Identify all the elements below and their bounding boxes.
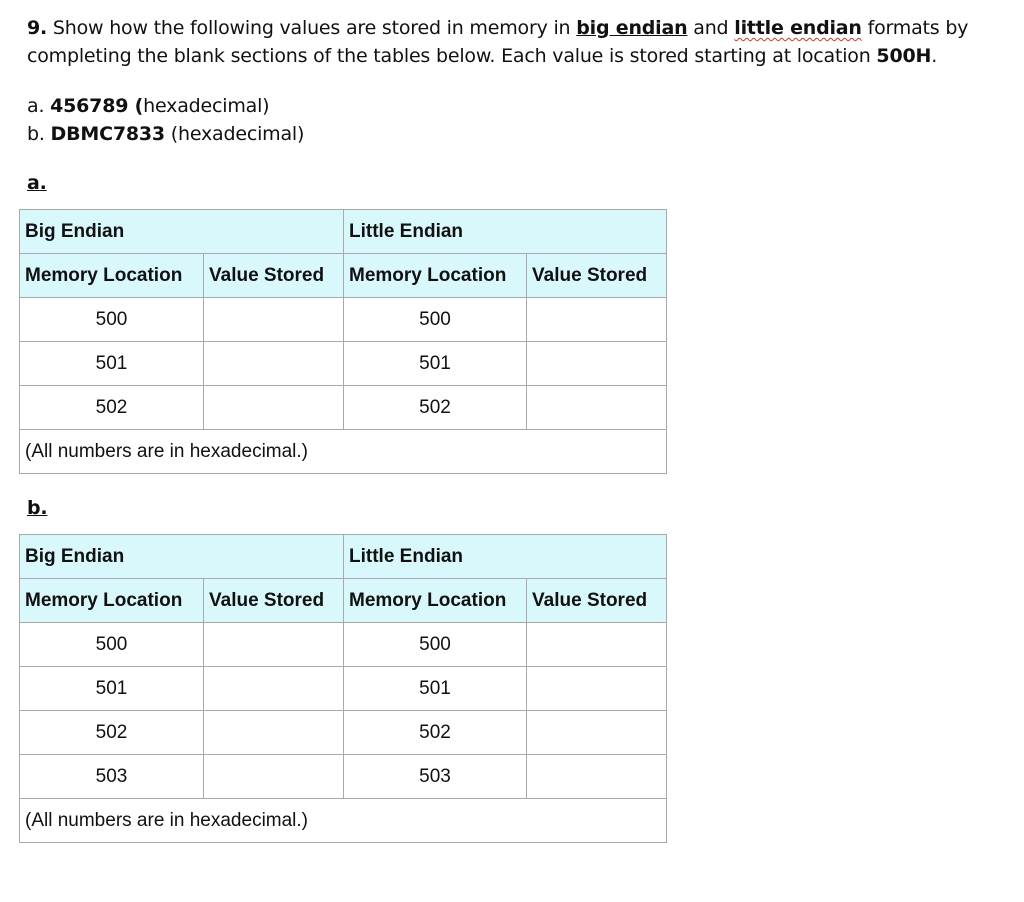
table-row (20, 711, 667, 755)
table-a-little-memory-location-header: Memory Location (344, 254, 527, 298)
table-b-note-row (20, 799, 667, 843)
big-value-blank[interactable] (204, 667, 344, 711)
table-a-big-memory-location-header: Memory Location (20, 254, 204, 298)
big-memory-location: 502 (20, 711, 204, 755)
table-a (19, 209, 667, 474)
table-row (20, 623, 667, 667)
table-a-note-row (20, 430, 667, 474)
question-number: 9. (27, 17, 48, 39)
big-value-blank[interactable] (204, 623, 344, 667)
table-b-label: b. (27, 497, 48, 519)
little-value-blank[interactable] (527, 298, 667, 342)
question-text (27, 14, 1007, 70)
big-memory-location: 500 (20, 623, 204, 667)
table-b-little-memory-location-header: Memory Location (344, 579, 527, 623)
big-value-blank[interactable] (204, 711, 344, 755)
table-b-big-value-stored-header: Value Stored (204, 579, 344, 623)
table-b-little-value-stored-header: Value Stored (527, 579, 667, 623)
start-location: 500H (876, 45, 932, 67)
question-text-1: Show how the following values are stored in memory in (47, 17, 577, 39)
little-value-blank[interactable] (527, 386, 667, 430)
table-b-column-header-row (20, 579, 667, 623)
table-a-column-header-row (20, 254, 667, 298)
item-b (27, 121, 304, 147)
little-memory-location: 503 (344, 755, 527, 799)
table-a-endian-header-row (20, 210, 667, 254)
item-a-prefix: a. (27, 95, 51, 117)
table-b-big-endian-header: Big Endian (20, 535, 344, 579)
big-memory-location: 500 (20, 298, 204, 342)
big-memory-location: 503 (20, 755, 204, 799)
little-memory-location: 501 (344, 342, 527, 386)
big-memory-location: 502 (20, 386, 204, 430)
big-memory-location: 501 (20, 342, 204, 386)
table-a-little-value-stored-header: Value Stored (527, 254, 667, 298)
little-value-blank[interactable] (527, 623, 667, 667)
table-b-little-endian-header: Little Endian (344, 535, 667, 579)
item-b-suffix: (hexadecimal) (164, 123, 305, 145)
table-a-note: (All numbers are in hexadecimal.) (20, 430, 667, 474)
little-memory-location: 502 (344, 386, 527, 430)
little-memory-location: 502 (344, 711, 527, 755)
table-b-endian-header-row (20, 535, 667, 579)
item-a-suffix: hexadecimal) (143, 95, 270, 117)
item-a (27, 93, 269, 119)
table-a-little-endian-header: Little Endian (344, 210, 667, 254)
question-text-2: and (687, 17, 735, 39)
big-endian-term: big endian (576, 17, 688, 39)
big-value-blank[interactable] (204, 755, 344, 799)
little-memory-location: 501 (344, 667, 527, 711)
table-a-big-endian-header: Big Endian (20, 210, 344, 254)
big-value-blank[interactable] (204, 342, 344, 386)
item-a-value: 456789 ( (50, 95, 144, 117)
little-value-blank[interactable] (527, 667, 667, 711)
table-b-big-memory-location-header: Memory Location (20, 579, 204, 623)
item-b-value: DBMC7833 (50, 123, 165, 145)
table-b-note: (All numbers are in hexadecimal.) (20, 799, 667, 843)
table-row (20, 755, 667, 799)
table-row (20, 342, 667, 386)
little-value-blank[interactable] (527, 755, 667, 799)
item-b-prefix: b. (27, 123, 51, 145)
little-value-blank[interactable] (527, 711, 667, 755)
big-memory-location: 501 (20, 667, 204, 711)
table-a-label: a. (27, 172, 47, 194)
table-row (20, 298, 667, 342)
question-text-3: formats by completing the blank sections of the tables below. Each value is stored starting at location (27, 17, 969, 67)
table-row (20, 386, 667, 430)
little-memory-location: 500 (344, 298, 527, 342)
table-row (20, 667, 667, 711)
big-value-blank[interactable] (204, 298, 344, 342)
question-text-4: . (931, 45, 938, 67)
table-b (19, 534, 667, 843)
table-a-big-value-stored-header: Value Stored (204, 254, 344, 298)
little-memory-location: 500 (344, 623, 527, 667)
little-endian-term: little endian (734, 17, 862, 39)
big-value-blank[interactable] (204, 386, 344, 430)
little-value-blank[interactable] (527, 342, 667, 386)
